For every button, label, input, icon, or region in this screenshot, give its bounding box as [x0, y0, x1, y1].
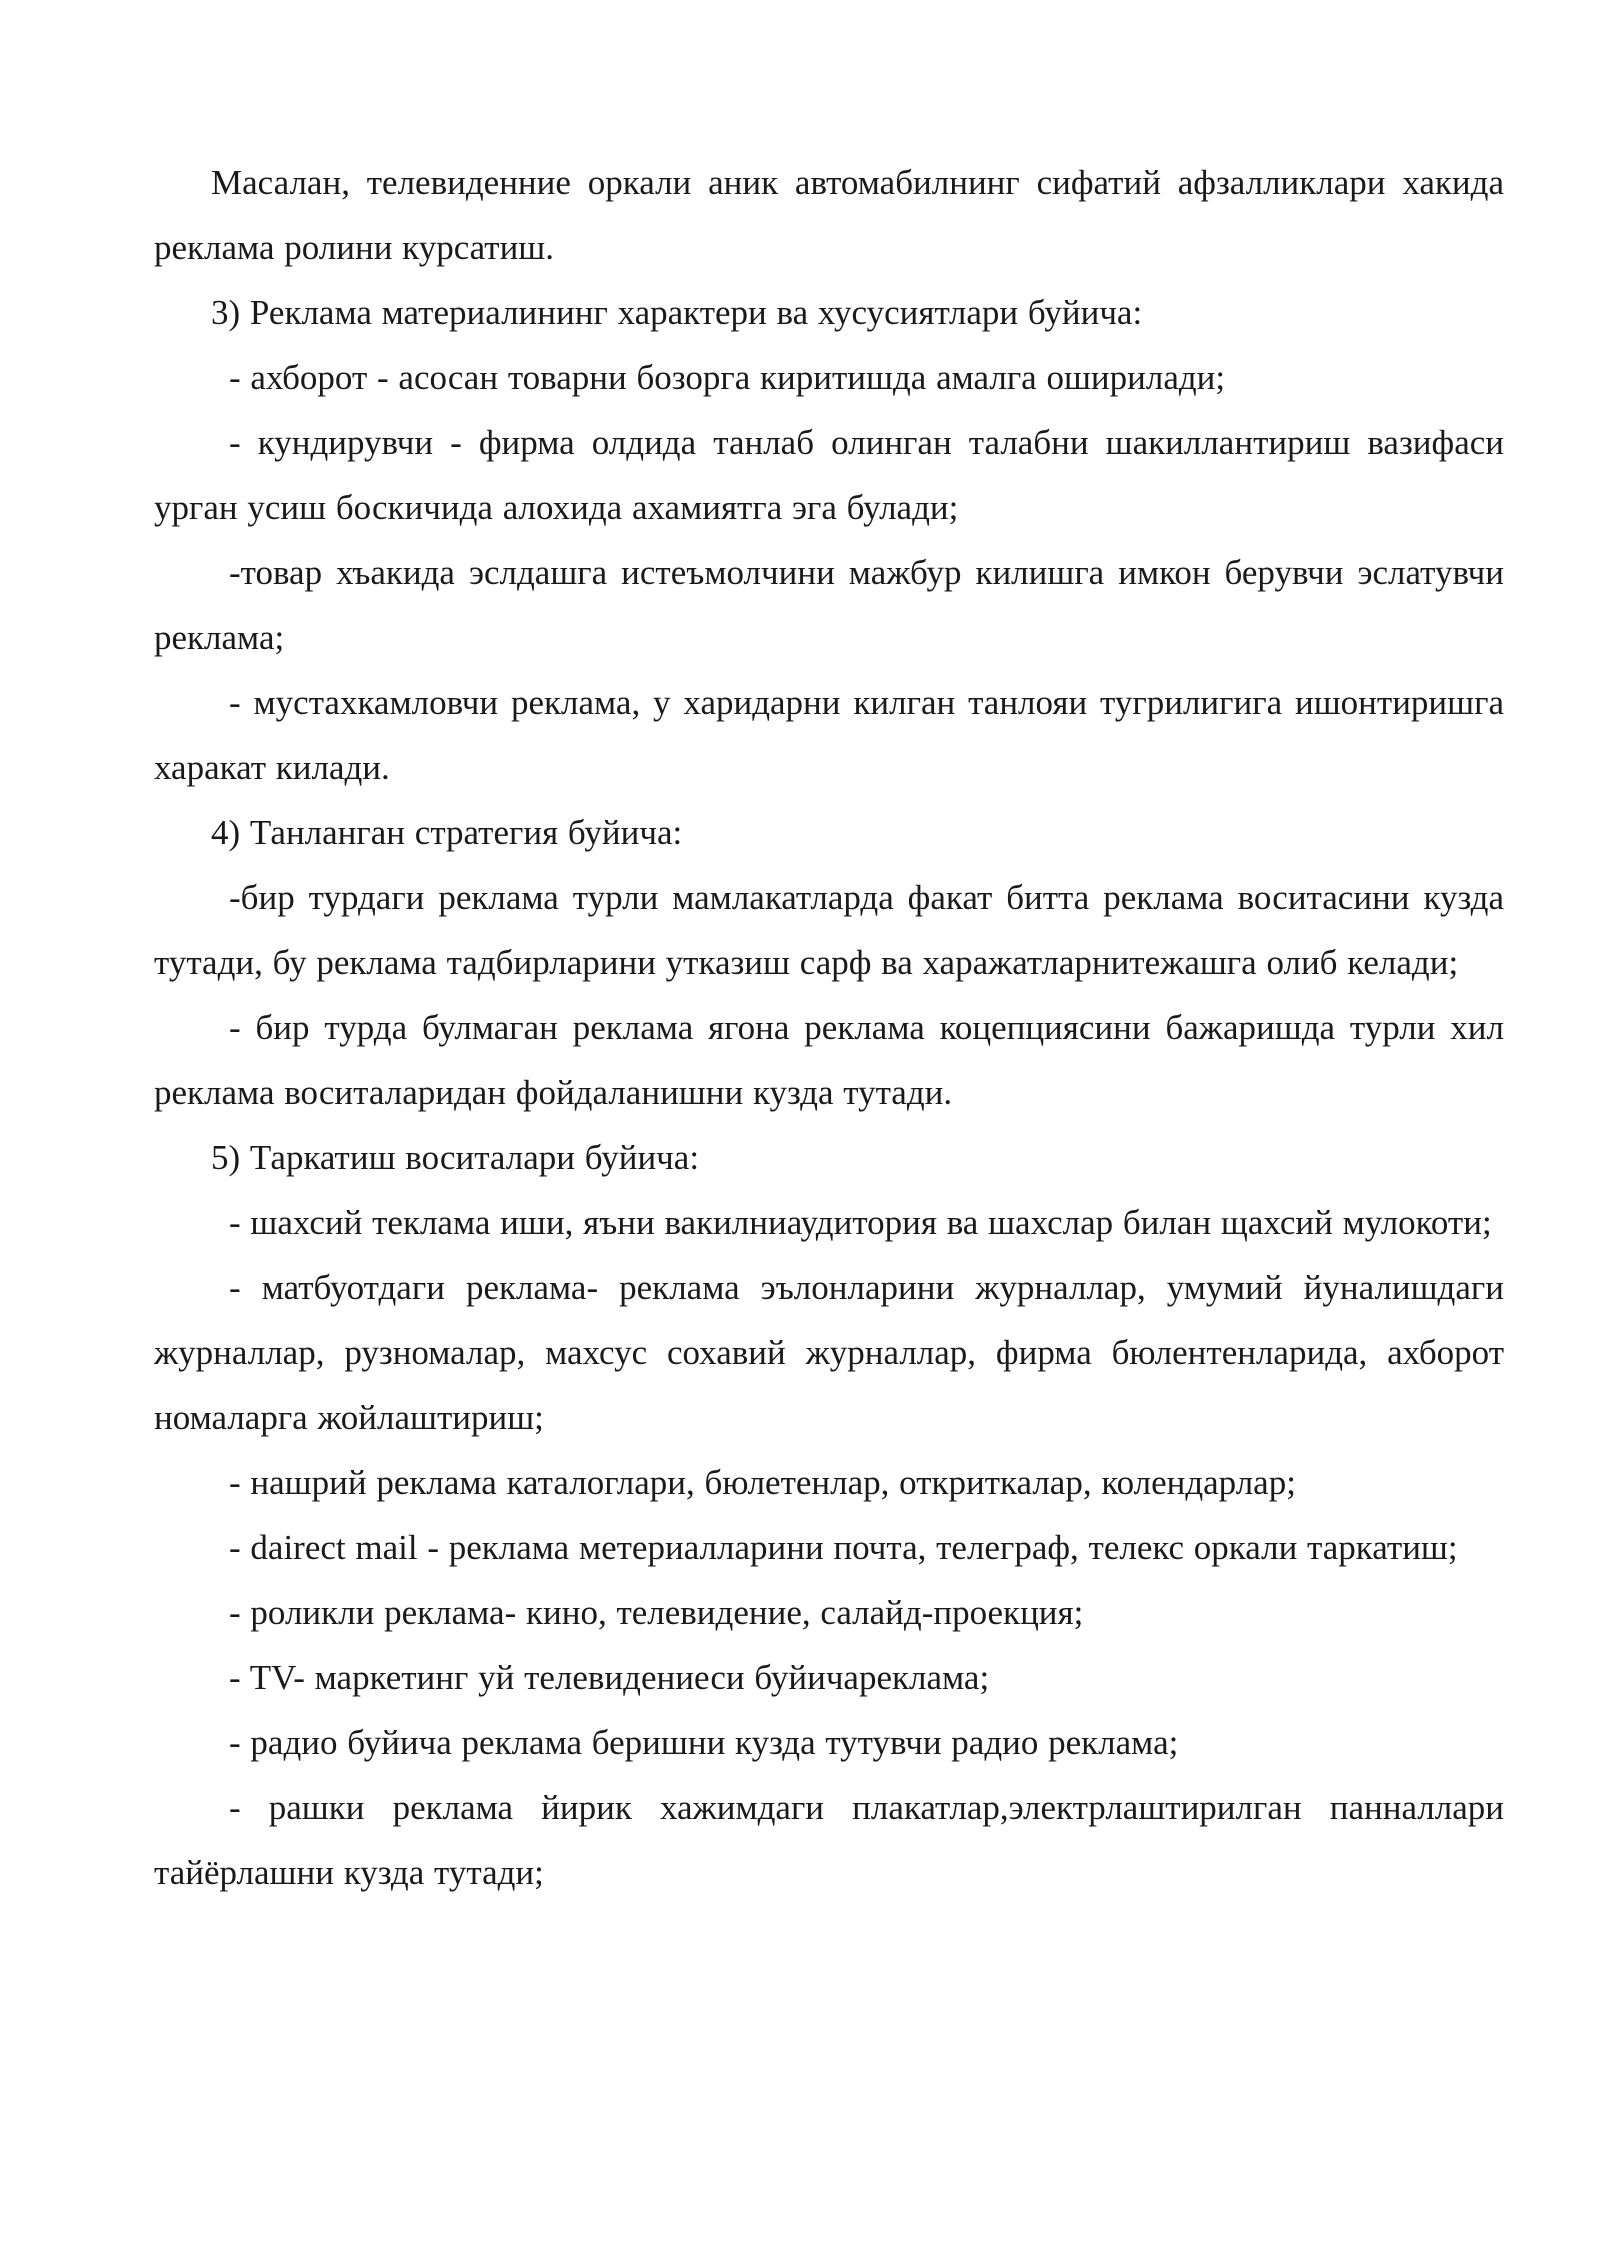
paragraph: -товар хъакида эслдашга истеъмолчини мажбур килишга имкон берувчи эслатувчи реклама;: [154, 553, 1504, 657]
paragraph: - dairect mail - реклама метериалларини почта, телеграф, телекс оркали таркатиш;: [229, 1528, 1458, 1567]
paragraph: - кундирувчи - фирма олдида танлаб олинган талабни шакиллантириш вазифаси урган усиш боскичида алохида ахамиятга эга булади;: [154, 423, 1504, 527]
paragraph: - TV- маркетинг уй телевидениеси буйичареклама;: [229, 1658, 990, 1697]
paragraph: 5) Таркатиш воситалари буйича:: [211, 1138, 700, 1177]
paragraph: - роликли реклама- кино, телевидение, салайд-проекция;: [229, 1593, 1084, 1632]
paragraph: - рашки реклама йирик хажимдаги плакатлар,электрлаштирилган панналлари тайёрлашни кузда тутади;: [154, 1788, 1504, 1892]
paragraph: - шахсий теклама иши, яъни вакилниаудитория ва шахслар билан щахсий мулокоти;: [229, 1203, 1492, 1242]
document-body: [154, 150, 1504, 1905]
paragraph: - бир турда булмаган реклама ягона реклама коцепциясини бажаришда турли хил реклама воситаларидан фойдаланишни кузда тутади.: [154, 1008, 1504, 1112]
paragraph: - радио буйича реклама беришни кузда тутувчи радио реклама;: [229, 1723, 1179, 1762]
paragraph: - матбуотдаги реклама- реклама эълонларини журналлар, умумий йуналишдаги журналлар, рузномалар, махсус сохавий журналлар, фирма бюлентенларида, ахборот номаларга жойлаштириш;: [154, 1268, 1504, 1437]
paragraph: 4) Танланган стратегия буйича:: [211, 813, 683, 852]
paragraph: -бир турдаги реклама турли мамлакатларда факат битта реклама воситасини кузда тутади, бу реклама тадбирларини утказиш сарф ва харажатларнитежашга олиб келади;: [154, 878, 1504, 982]
paragraph: Масалан, телевиденние оркали аник автомабилнинг сифатий афзалликлари хакида реклама ролини курсатиш.: [154, 163, 1504, 267]
paragraph: - ахборот - асосан товарни бозорга киритишда амалга оширилади;: [229, 358, 1226, 397]
paragraph: - нашрий реклама каталоглари, бюлетенлар, откриткалар, колендарлар;: [229, 1463, 1296, 1502]
paragraph: - мустахкамловчи реклама, у харидарни килган танлояи тугрилигига ишонтиришга харакат килади.: [154, 683, 1504, 787]
paragraph: 3) Реклама материалининг характери ва хусусиятлари буйича:: [211, 293, 1143, 332]
